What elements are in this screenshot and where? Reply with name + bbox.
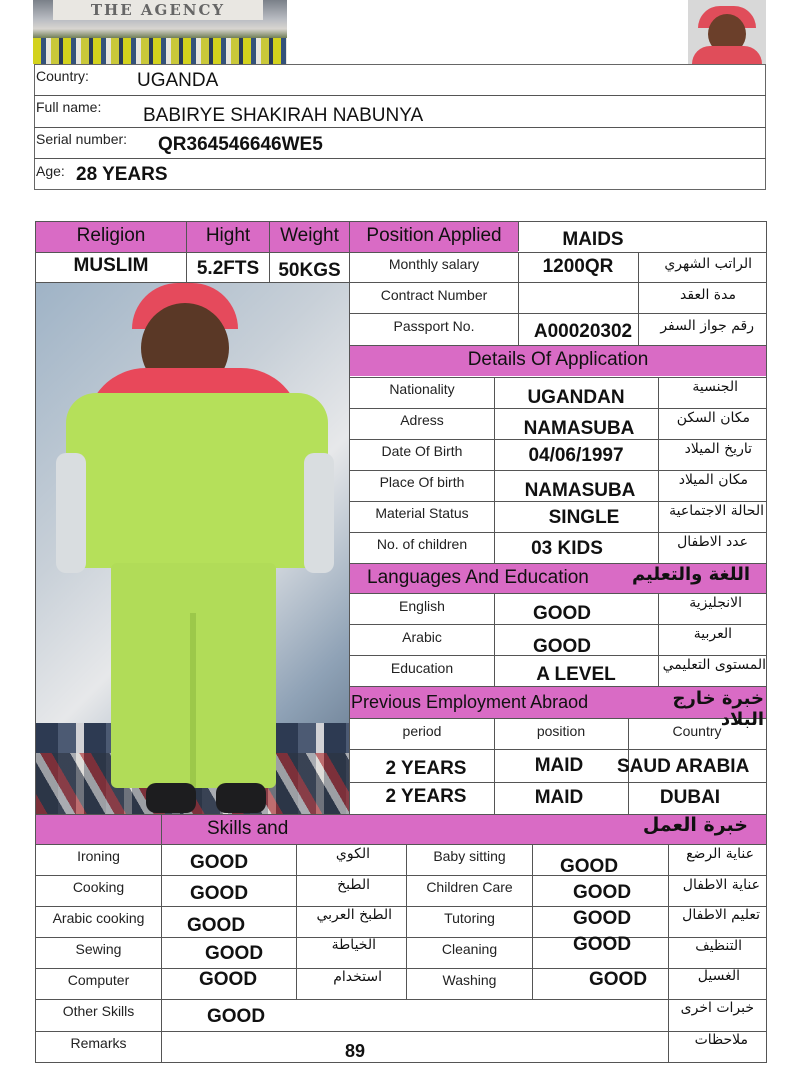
skill-babysitting-arabic: عناية الرضع	[686, 846, 754, 862]
skill-computer-label: Computer	[67, 972, 130, 988]
dob-label: Date Of Birth	[381, 443, 463, 459]
skill-cleaning-label: Cleaning	[441, 941, 498, 957]
contract-arabic: مدة العقد	[680, 287, 736, 303]
skill-computer-arabic: استخدام	[333, 969, 382, 985]
skill-cooking-arabic: الطبخ	[337, 877, 370, 893]
skill-sewing-label: Sewing	[75, 941, 122, 957]
passport-value: A00020302	[533, 321, 633, 342]
arabic-value: GOOD	[532, 636, 592, 657]
skill-sewing-value: GOOD	[205, 943, 264, 964]
salary-arabic: الراتب الشهري	[664, 256, 752, 272]
skill-cleaning-value: GOOD	[573, 934, 632, 955]
skill-ironing-value: GOOD	[190, 852, 249, 873]
religion-value: MUSLIM	[73, 255, 149, 276]
agency-banner-text: THE AGENCY	[53, 0, 263, 20]
address-arabic: مكان السكن	[676, 410, 750, 426]
skill-cooking-label: Cooking	[72, 879, 125, 895]
employment-row1-period: 2 YEARS	[385, 758, 467, 779]
hight-header: Hight	[205, 225, 251, 246]
employment-row2-country: DUBAI	[659, 787, 721, 808]
passport-arabic: رقم جواز السفر	[660, 318, 754, 334]
hight-value: 5.2FTS	[196, 258, 260, 279]
age-value: 28 YEARS	[76, 164, 168, 185]
candidate-full-photo	[36, 283, 349, 814]
passport-photo-small	[688, 0, 766, 64]
age-label: Age:	[36, 163, 65, 179]
children-label: No. of children	[376, 536, 468, 552]
skill-washing-label: Washing	[442, 972, 497, 988]
children-value: 03 KIDS	[531, 538, 603, 559]
skill-arabiccooking-value: GOOD	[187, 915, 246, 936]
serial-value: QR364546646WE5	[158, 134, 323, 155]
employment-row1-country: SAUD ARABIA	[617, 756, 750, 777]
country-label: Country:	[36, 68, 89, 84]
skill-tutoring-value: GOOD	[573, 908, 632, 929]
address-value: NAMASUBA	[523, 418, 635, 439]
skill-sewing-arabic: الخياطة	[331, 937, 376, 953]
nationality-arabic: الجنسية	[692, 379, 738, 395]
skill-cleaning-arabic: التنظيف	[695, 938, 742, 954]
employment-row1-position: MAID	[534, 755, 584, 776]
salary-label: Monthly salary	[388, 256, 480, 272]
religion-header: Religion	[76, 225, 146, 246]
english-arabic: الانجليزية	[689, 595, 742, 611]
details-title: Details Of Application	[467, 349, 649, 370]
languages-title: Languages And Education	[367, 567, 589, 588]
serial-label: Serial number:	[36, 131, 128, 147]
arabic-label: Arabic	[402, 629, 442, 645]
position-header: Position Applied	[366, 225, 502, 246]
employment-title: Previous Employment Abraod	[351, 692, 589, 712]
skill-ironing-arabic: الكوي	[335, 846, 370, 862]
agency-banner-photo	[33, 0, 287, 64]
education-arabic: المستوى التعليمي	[662, 657, 766, 673]
english-label: English	[399, 598, 445, 614]
other-skills-label: Other Skills	[62, 1003, 135, 1019]
remarks-arabic: ملاحظات	[694, 1032, 748, 1048]
passport-label: Passport No.	[393, 318, 475, 334]
pob-value: NAMASUBA	[524, 480, 636, 501]
nationality-label: Nationality	[389, 381, 455, 397]
employment-col-period: period	[402, 723, 442, 739]
skill-childrencare-value: GOOD	[573, 882, 632, 903]
employment-row2-period: 2 YEARS	[385, 786, 467, 807]
skill-tutoring-arabic: تعليم الاطفال	[682, 907, 760, 923]
skill-tutoring-label: Tutoring	[444, 910, 495, 926]
pob-arabic: مكان الميلاد	[678, 472, 748, 488]
fullname-value: BABIRYE SHAKIRAH NABUNYA	[143, 105, 424, 126]
skill-childrencare-arabic: عناية الاطفال	[682, 877, 760, 893]
skill-washing-value: GOOD	[589, 969, 648, 990]
employment-col-position: position	[536, 723, 586, 739]
skill-computer-value: GOOD	[199, 969, 258, 990]
education-value: A LEVEL	[536, 664, 616, 685]
marital-label: Material Status	[375, 505, 469, 521]
pob-label: Place Of birth	[379, 474, 465, 490]
contract-label: Contract Number	[380, 287, 488, 303]
skills-title: Skills and	[207, 818, 289, 839]
other-skills-arabic: خبرات اخرى	[680, 1000, 754, 1016]
skill-babysitting-label: Baby sitting	[433, 848, 506, 864]
employment-title-arabic: خبرة خارج البلاد	[672, 688, 764, 730]
children-arabic: عدد الاطفال	[677, 534, 748, 550]
remarks-label: Remarks	[70, 1035, 127, 1051]
education-label: Education	[390, 660, 454, 676]
remarks-value: 89	[345, 1041, 366, 1061]
weight-value: 50KGS	[278, 260, 341, 281]
skill-childrencare-label: Children Care	[426, 879, 513, 895]
marital-value: SINGLE	[548, 507, 620, 528]
country-value: UGANDA	[137, 70, 219, 91]
skills-title-arabic: خبرة العمل	[642, 814, 748, 836]
employment-col-country: Country	[672, 723, 722, 739]
fullname-label: Full name:	[36, 99, 102, 115]
skill-washing-arabic: الغسيل	[697, 968, 740, 984]
employment-row2-position: MAID	[534, 787, 584, 808]
other-skills-value: GOOD	[207, 1006, 266, 1027]
skill-arabiccooking-arabic: الطبخ العربي	[316, 907, 392, 923]
nationality-value: UGANDAN	[527, 387, 625, 408]
dob-arabic: تاريخ الميلاد	[684, 441, 752, 457]
address-label: Adress	[400, 412, 444, 428]
salary-value: 1200QR	[542, 256, 614, 277]
languages-title-arabic: اللغة والتعليم	[631, 564, 750, 585]
group-people	[33, 38, 287, 64]
skill-arabiccooking-label: Arabic cooking	[52, 910, 145, 926]
english-value: GOOD	[532, 603, 592, 624]
marital-arabic: الحالة الاجتماعية	[669, 503, 764, 519]
skill-cooking-value: GOOD	[190, 883, 249, 904]
weight-header: Weight	[280, 225, 339, 246]
position-value: MAIDS	[562, 229, 624, 250]
dob-value: 04/06/1997	[528, 445, 624, 466]
arabic-arabic: العربية	[693, 626, 732, 642]
skill-babysitting-value: GOOD	[560, 856, 619, 877]
skill-ironing-label: Ironing	[77, 848, 120, 864]
